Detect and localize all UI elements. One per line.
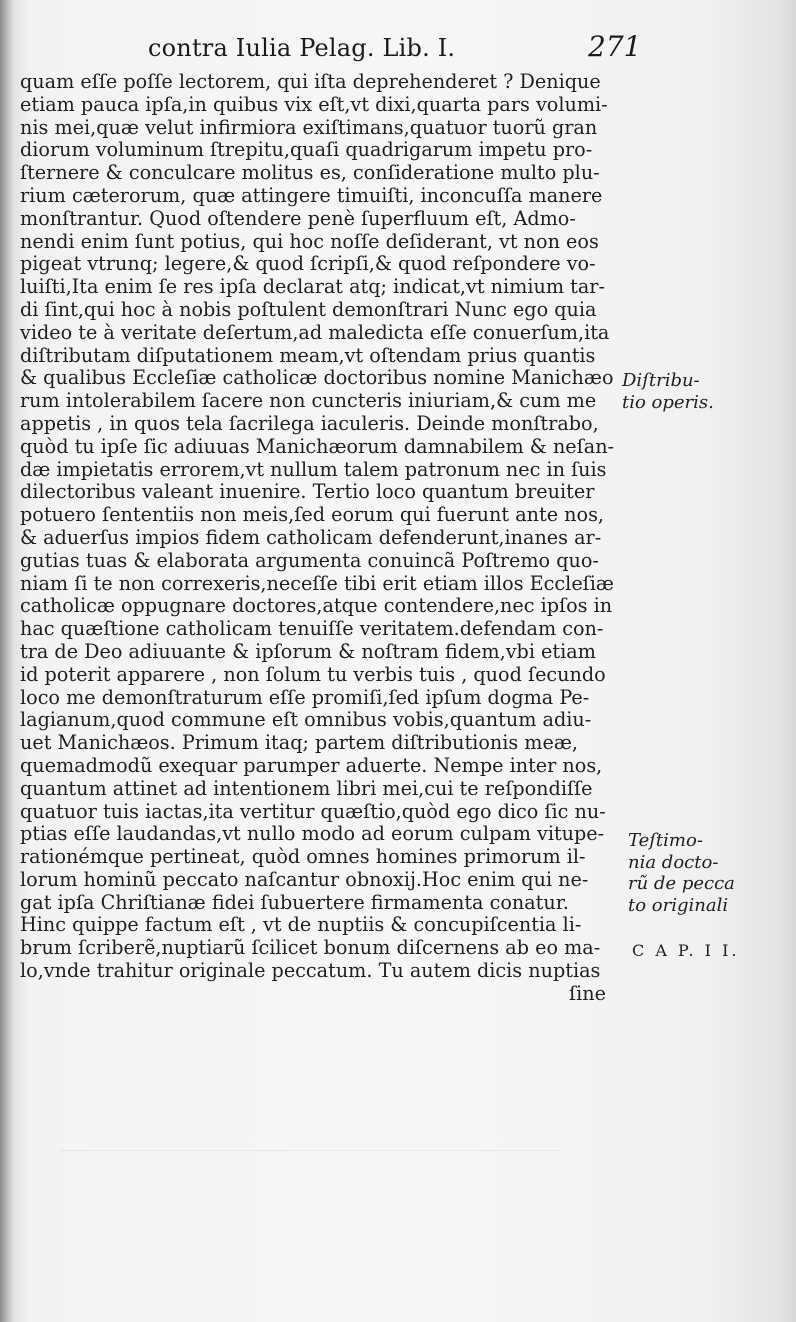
text-line: niam ſi te non correxeris,neceſſe tibi erit etiam illos Eccleſiæ [20, 571, 614, 595]
text-line: appetis , in quos tela ſacrilega iaculeris. Deinde monſtrabo, [20, 411, 599, 435]
text-line: rum intolerabilem ſacere non cuncteris iniuriam,& cum me [20, 389, 597, 413]
text-line: hac quæſtione catholicam tenuiſſe veritatem.defendam con- [20, 617, 604, 641]
text-line: di ſint,qui hoc à nobis poſtulent demonſtrari Nunc ego quia [20, 297, 597, 321]
text-line: tra de Deo adiuuante & ipſorum & noſtram fidem,vbi etiam [20, 639, 596, 663]
margin-note-testimonia [628, 830, 735, 916]
text-line: Hinc quippe factum eſt , vt de nuptiis & concupiſcentia li- [20, 913, 582, 937]
margin-note-line: Diſtribu- [622, 370, 700, 391]
text-line: quòd tu ipſe ſic adiuuas Manichæorum damnabilem & neſan- [20, 434, 615, 458]
text-line: ptias eſſe laudandas,vt nullo modo ad eorum culpam vitupe- [20, 822, 605, 846]
text-line: diſtributam diſputationem meam,vt oſtendam prius quantis [20, 343, 596, 367]
margin-note-line: rũ de pecca [628, 873, 735, 894]
text-line: quam eſſe poſſe lectorem, qui iſta deprehenderet ? Denique [20, 70, 601, 93]
text-line: ſternere & conculcare molitus es, conſideratione multo plu- [20, 161, 600, 185]
text-line: dæ impietatis errorem,vt nullum talem patronum nec in ſuis [20, 457, 607, 481]
text-line: diorum voluminum ſtrepitu,quaſi quadrigarum impetu pro- [20, 138, 593, 162]
text-line: gutias tuas & elaborata argumenta conuincã Poſtremo quo- [20, 548, 599, 572]
text-line: uet Manichæos. Primum itaq; partem diſtributionis meæ, [20, 731, 578, 755]
text-line: video te à veritate deſertum,ad maledicta eſſe conuerſum,ita [20, 320, 610, 344]
text-line: & qualibus Eccleſiæ catholicæ doctoribus nomine Manichæo [20, 366, 614, 390]
margin-note-line: Teſtimo- [628, 830, 703, 851]
text-line: lorum hominũ peccato naſcantur obnoxij.Hoc enim qui ne- [20, 867, 589, 891]
text-line: id poterit apparere , non ſolum tu verbis tuis , quod ſecundo [20, 662, 606, 686]
text-line: lo,vnde trahitur originale peccatum. Tu autem dicis nuptias [20, 959, 601, 983]
text-line: quemadmodũ exequar parumper aduerte. Nempe inter nos, [20, 753, 603, 777]
text-line: rium cæterorum, quæ attingere timuiſti, inconcuſſa manere [20, 183, 603, 207]
chapter-label: C A P. I I. [632, 941, 740, 960]
text-line: lagianum,quod commune eſt omnibus vobis,quantum adiu- [20, 708, 592, 732]
text-line: brum ſcriberẽ,nuptiarũ ſcilicet bonum diſcernens ab eo ma- [20, 936, 601, 960]
text-line: quantum attinet ad intentionem libri mei,cui te reſpondiſſe [20, 776, 593, 800]
margin-note-line: to originali [628, 894, 729, 916]
text-line: loco me demonſtraturum eſſe promiſi,ſed ipſum dogma Pe- [20, 685, 590, 709]
text-line: rationémque pertineat, quòd omnes homines primorum il- [20, 845, 586, 869]
margin-note-distributio [622, 370, 714, 413]
text-line: luiſti,Ita enim ſe res ipſa declarat atq; indicat,vt nimium tar- [20, 275, 605, 299]
main-text-block [20, 70, 615, 1006]
text-line: pigeat vtrunq; legere,& quod ſcripſi,& quod reſpondere vo- [20, 252, 596, 276]
text-line: nendi enim ſunt potius, qui hoc noſſe deſiderant, vt non eos [20, 229, 599, 253]
text-line: dilectoribus valeant inuenire. Tertio loco quantum breuiter [20, 480, 595, 504]
margin-note-line: tio operis. [622, 391, 714, 413]
margin-note-line: nia docto- [628, 851, 719, 873]
page-number: 271 [588, 30, 642, 63]
gutter-shadow [0, 0, 14, 1322]
text-line: quatuor tuis iactas,ita vertitur quæſtio,quòd ego dico ſic nu- [20, 799, 606, 823]
text-line: potuero ſententiis non meis,ſed eorum qui fuerunt ante nos, [20, 503, 605, 527]
text-line: monſtrantur. Quod oſtendere penè ſuperfluum eſt, Admo- [20, 206, 576, 230]
text-line: gat ipſa Chriſtianæ fidei ſubuertere firmamenta conatur. [20, 890, 569, 914]
text-line: catholicæ oppugnare doctores,atque contendere,nec ipſos in [20, 594, 613, 618]
running-title: contra Iulia Pelag. Lib. I. [148, 34, 456, 62]
bleed-through-shadow [60, 1150, 560, 1173]
text-line: etiam pauca ipſa,in quibus vix eſt,vt dixi,quarta pars volumi- [20, 92, 608, 116]
text-line: & aduerſus impios fidem catholicam defenderunt,inanes ar- [20, 525, 602, 549]
catchword: ſine [569, 981, 606, 1005]
text-line: nis mei,quæ velut infirmiora exiſtimans,quatuor tuorũ gran [20, 115, 598, 139]
